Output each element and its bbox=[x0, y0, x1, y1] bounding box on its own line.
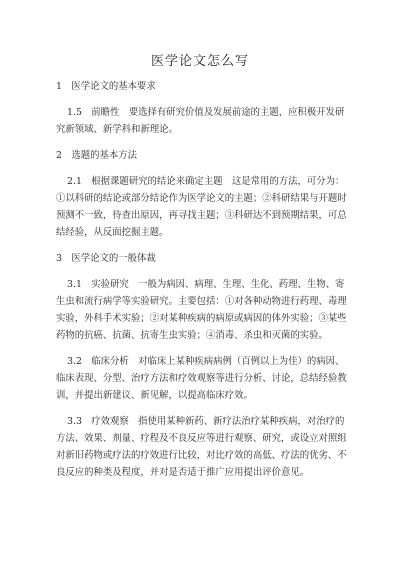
paragraph-2-1: 2.1 根据课题研究的结论来确定主题 这是常用的方法，可分为：①以科研的结论或部分结论作为医学论文的主题；②科研结果与开题时预测不一致，待查出原因，再寻找主题；③科研达不到预期结果，可总结经验，从反面挖掘主题。 bbox=[56, 176, 347, 238]
document-title: 医学论文怎么写 bbox=[150, 54, 249, 69]
paragraph-1-5: 1.5 前瞻性 要选择有研究价值及发展前途的主题，应积极开发研究新领域、新学科和新理论。 bbox=[56, 107, 345, 135]
document-body bbox=[56, 78, 352, 481]
paragraph-3-3: 3.3 疗效观察 指使用某种新药、新疗法治疗某种疾病，对治疗的方法、效果、剂量、疗程及不良反应等进行观察、研究，或设立对照组对新旧药物或疗法的疗效进行比较，对比疗效的高低、疗法的优劣、不良反应的种类及程度，并对是否适于推广应用提出评价意见。 bbox=[56, 416, 347, 478]
section-heading-2: 2 选题的基本方法 bbox=[56, 150, 137, 161]
section-heading-1: 1 医学论文的基本要求 bbox=[56, 81, 156, 92]
paragraph-3-2: 3.2 临床分析 对临床上某种疾病病例（百例以上为佳）的病因、临床表现、分型、治疗方法和疗效观察等进行分析、讨论，总结经验教训，并提出新建议、新见解，以提高临床疗效。 bbox=[56, 356, 347, 401]
paragraph-3-1: 3.1 实验研究 一般为病因、病理、生理、生化、药理、生物、寄生虫和流行病学等实验研究。主要包括：①对各种动物进行药理、毒理实验，外科手术实验；②对某种疾病的病原或病因的体外实验；③某些药物的抗癌、抗菌、抗寄生虫实验；④消毒、杀虫和灭菌的实验。 bbox=[56, 279, 347, 341]
section-heading-3: 3 医学论文的一般体裁 bbox=[56, 253, 156, 264]
